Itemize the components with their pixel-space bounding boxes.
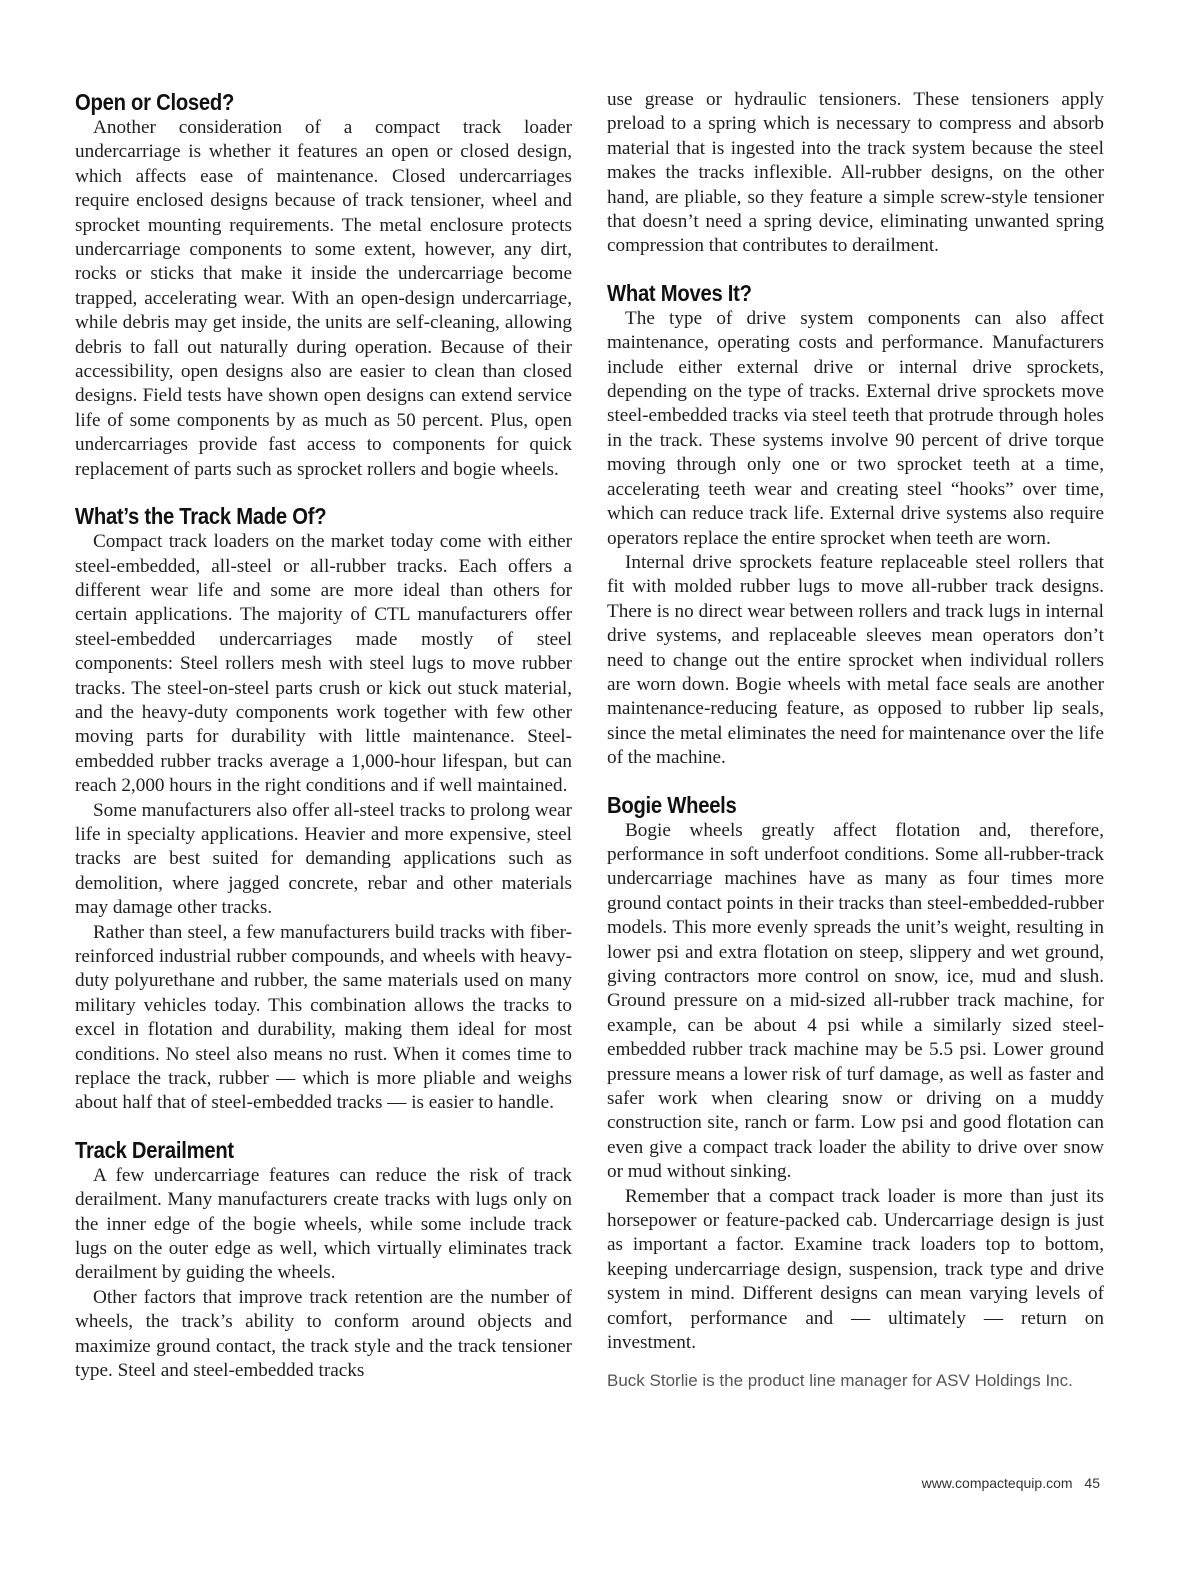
paragraph: Rather than steel, a few manufacturers build tracks with fiber-reinforced industrial rubber compounds, and wheels with heavy-duty polyurethane and rubber, the same materials used on many military vehicles today. This combination allows the tracks to excel in flotation and durability, making them ideal for most conditions. No steel also means no rust. When it comes time to replace the track, rubber — which is more pliable and weighs about half that of steel-embedded tracks — is easier to handle. [75,921,572,1114]
section-track-made-of [75,502,572,1116]
footer-url: www.compactequip.com [921,1475,1073,1491]
paragraph: A few undercarriage features can reduce the risk of track derailment. Many manufacturers create tracks with lugs only on the inner edge of the bogie wheels, while some include track lugs on the outer edge as well, which virtually eliminates track derailment by guiding the wheels. [75,1164,572,1284]
section-heading: Open or Closed? [75,89,235,115]
paragraph: Bogie wheels greatly affect flotation and, therefore, performance in soft underfoot conditions. Some all-rubber-track undercarriage machines have as many as four times more ground contact points in their tracks than steel-embedded-rubber models. This more evenly spreads the unit’s weight, resulting in lower psi and extra flotation on steep, slippery and wet ground, giving contractors more control on snow, ice, mud and slush. Ground pressure on a mid-sized all-rubber track machine, for example, can be about 4 psi while a similarly sized steel-embedded rubber track machine may be 5.5 psi. Lower ground pressure means a lower risk of turf damage, as well as faster and safer work when clearing snow or driving on a muddy construction site, ranch or farm. Low psi and good flotation can even give a compact track loader the ability to drive over snow or mud without sinking. [607,819,1104,1183]
paragraph: Compact track loaders on the market today come with either steel-embedded, all-steel or all-rubber tracks. Each offers a different wear life and some are more ideal than others for certain applications. The majority of CTL manufacturers offer steel-embedded undercarriages made mostly of steel components: Steel rollers mesh with steel lugs to move rubber tracks. The steel-on-steel parts crush or kick out stuck material, and the heavy-duty components work together with few other moving parts for durability with little maintenance. Steel-embedded rubber tracks average a 1,000-hour lifespan, but can reach 2,000 hours in the right conditions and if well maintained. [75,531,572,797]
paragraph: The type of drive system components can also affect maintenance, operating costs and performance. Manufacturers include either external drive or internal drive sprockets, depending on the type of tracks. External drive sprockets move steel-embedded tracks via steel teeth that protrude through holes in the track. These systems involve 90 percent of drive torque moving through only one or two sprocket teeth at a time, accelerating teeth wear and creating steel “hooks” over time, which can reduce track life. External drive systems also require operators replace the entire sprocket when teeth are worn. [607,307,1104,549]
paragraph: Another consideration of a compact track loader undercarriage is whether it features an open or closed design, which affects ease of maintenance. Closed undercarriages require enclosed designs because of track tensioner, wheel and sprocket mounting requirements. The metal enclosure protects undercarriage components to some extent, however, any dirt, rocks or sticks that make it inside the undercarriage become trapped, accelerating wear. With an open-design undercarriage, while debris may get inside, the units are self-cleaning, allowing debris to fall out naturally during operation. Because of their accessibility, open designs also are easier to clean than closed designs. Field tests have shown open designs can extend service life of some components by as much as 50 percent. Plus, open undercarriages provide fast access to components for quick replacement of parts such as sprocket rollers and bogie wheels. [75,117,572,480]
page-number: 45 [1084,1475,1100,1491]
paragraph: Other factors that improve track retention are the number of wheels, the track’s ability to conform around objects and maximize ground contact, the track style and the track tensioner type. Steel and steel-embedded tracks [75,1286,572,1382]
paragraph: Remember that a compact track loader is more than just its horsepower or feature-packed cab. Undercarriage design is just as important a factor. Examine track loaders top to bottom, keeping undercarriage design, suspension, track type and drive system in mind. Different designs can mean varying levels of comfort, performance and — ultimately — return on investment. [607,1185,1104,1354]
section-what-moves-it [607,279,1104,771]
section-heading: Bogie Wheels [607,791,737,818]
section-heading: Track Derailment [75,1136,234,1163]
paragraph: use grease or hydraulic tensioners. These tensioners apply preload to a spring which is necessary to compress and absorb material that is ingested into the track system because the steel makes the tracks inflexible. All-rubber designs, on the other hand, are pliable, so they feature a simple screw-style tensioner that doesn’t need a spring device, eliminating unwanted spring compression that contributes to derailment. [607,89,1104,257]
right-column [607,88,1104,1391]
left-column [75,88,572,1404]
section-heading: What Moves It? [607,279,752,306]
section-heading: What’s the Track Made Of? [75,503,327,530]
page-footer [914,1475,1100,1491]
paragraph: Internal drive sprockets feature replaceable steel rollers that fit with molded rubber lugs to move all-rubber track designs. There is no direct wear between rollers and track lugs in internal drive systems, and replaceable sleeves mean operators don’t need to change out the entire sprocket when individual rollers are worn down. Bogie wheels with metal face seals are another maintenance-reducing feature, as opposed to rubber lip seals, since the metal eliminates the need for maintenance over the life of the machine. [607,551,1104,769]
section-track-derailment [75,1136,572,1384]
paragraph: Some manufacturers also offer all-steel tracks to prolong wear life in specialty applications. Heavier and more expensive, steel tracks are best suited for demanding applications such as demolition, where jagged concrete, rebar and other materials may damage other tracks. [75,799,572,919]
continued-text [607,88,1104,259]
section-open-or-closed [75,88,572,482]
author-credit: Buck Storlie is the product line manager for ASV Holdings Inc. [607,1370,1073,1390]
section-bogie-wheels [607,791,1104,1356]
